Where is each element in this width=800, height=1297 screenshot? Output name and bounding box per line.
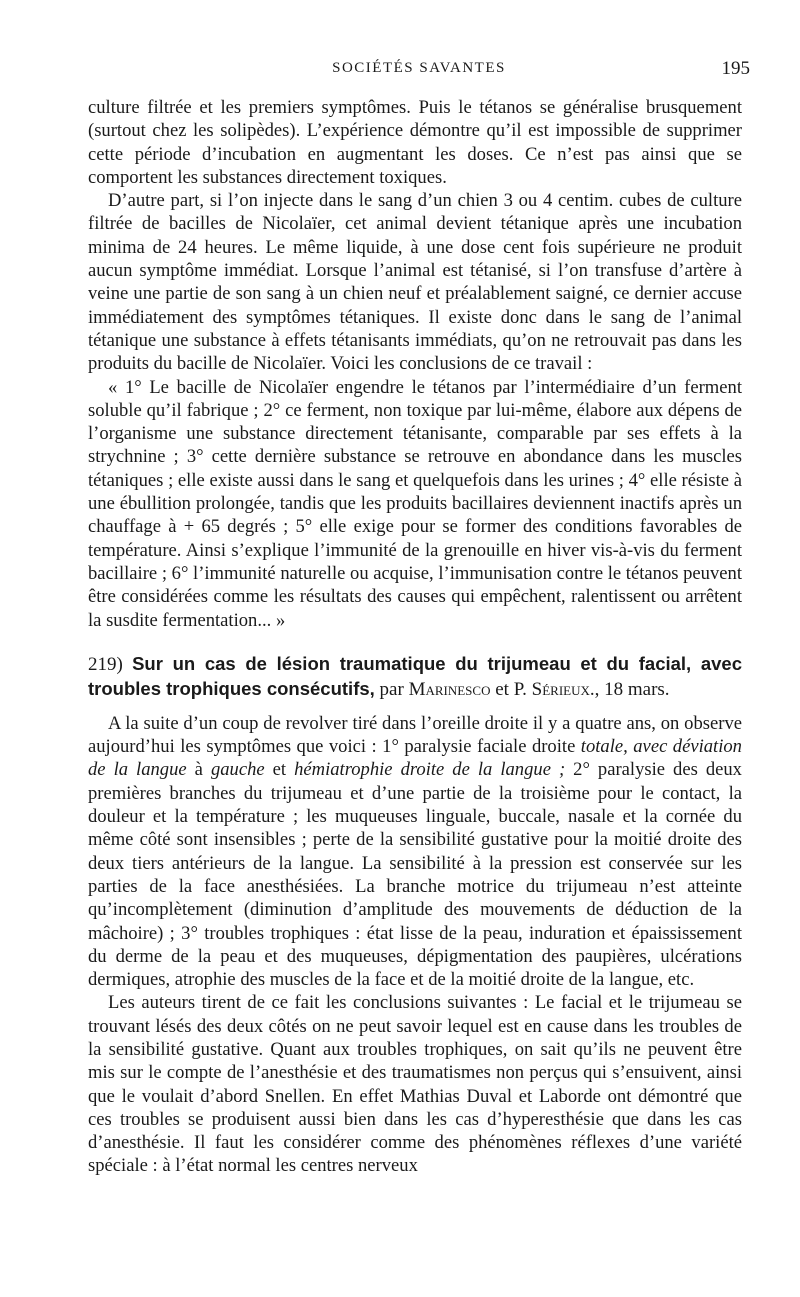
author-2: P. Sérieux., [513, 678, 600, 700]
paragraph-conclusions: Les auteurs tirent de ce fait les conclusions suivantes : Le facial et le trijumeau se trouvant lésés des deux côtés on ne peut savoir lequel est en cause dans les troubles de la sensibilité gustative. Quant aux troubles trophiques, on sait qu’ils ne peuvent être mis sur le compte de l’anesthésie et des traumatismes non perçus qui s’ensuivent, ainsi que le voulait d’abord Snellen. En effet Mathias Duval et Laborde ont démontré que ces troubles se produisent aussi bien dans les cas d’hyperesthésie que dans les cas d’anesthésie. Il faut les considérer comme des phénomènes réflexes d’une variété spéciale : à l’état normal les centres nerveux [88, 992, 742, 1177]
body-text [88, 96, 742, 1178]
section-and: et [495, 678, 509, 700]
page-number: 195 [721, 58, 750, 79]
italic-phrase: totale, avec déviation de la langue [88, 736, 742, 781]
italic-phrase: gauche [210, 759, 265, 781]
running-head: SOCIÉTÉS SAVANTES [332, 60, 506, 76]
section-by: par [379, 678, 404, 700]
paragraph: D’autre part, si l’on injecte dans le sang d’un chien 3 ou 4 centim. cubes de culture filtrée de bacilles de Nicolaïer, cet animal devient tétanique après une incubation minima de 24 heures. Le même liquide, à une dose cent fois supérieure ne produit aucun symptôme immédiat. Lorsque l’animal est tétanisé, si l’on transfuse d’artère à veine une partie de son sang à un chien neuf et préalablement saigné, ce dernier accuse immédiatement des symptômes tétaniques. Il existe donc dans le sang de l’animal tétanique une substance à effets tétanisants immédiats, qu’on ne retrouvait pas dans les produits du bacille de Nicolaïer. Voici les conclusions de ce travail : [88, 190, 742, 375]
italic-phrase: hémiatrophie droite de la langue ; [294, 759, 566, 781]
paragraph-case: A la suite d’un coup de revolver tiré dans l’oreille droite il y a quatre ans, on observe aujourd’hui les symptômes que voici : 1° paralysie faciale droite totale, avec déviation de la langue à gauche et hémiatrophie droite de la langue ; 2° paralysie des deux premières branches du trijumeau et d’une partie de la troisième pour le contact, la douleur et la température ; les muqueuses linguale, buccale, nasale et la cornée du même côté sont insensibles ; perte de la sensibilité gustative pour la moitié droite des deux tiers antérieurs de la langue. La sensibilité à la pression est conservée sur les parties de la face anesthésiées. La branche motrice du trijumeau n’est atteinte qu’incomplètement (diminution d’amplitude des mouvements de déduction de la mâchoire) ; 3° troubles trophiques : état lisse de la peau, induration et épaississement du derme de la peau et des muqueuses, dépigmentation des paupières, ulcérations dermiques, atrophie des muscles de la face et de la moitié droite de la langue, etc. [88, 712, 742, 991]
section-date: 18 mars. [604, 678, 670, 700]
section-title: Sur un cas de lésion traumatique du trijumeau et du facial, avec troubles trophiques consécutifs, [88, 652, 743, 699]
author-1: Marinesco [408, 678, 491, 700]
quoted-conclusions: « 1° Le bacille de Nicolaïer engendre le tétanos par l’intermédiaire d’un ferment soluble qu’il fabrique ; 2° ce ferment, non toxique par lui-même, élabore aux dépens de l’organisme une substance directement tétanisante, comparable par ses effets à la strychnine ; 3° cette dernière substance se retrouve en abondance dans les muscles tétaniques ; elle existe aussi dans le sang et quelquefois dans les urines ; 4° elle résiste à une ébullition prolongée, tandis que les produits bacillaires deviennent inactifs après un chauffage à + 65 degrés ; 5° elle exige pour se former des conditions favorables de température. Ainsi s’explique l’immunité de la grenouille en hiver vis-à-vis du ferment bacillaire ; 6° l’immunité naturelle ou acquise, l’immunisation contre le tétanos peuvent être considérées comme les résultats des causes qui empêchent, ralentissent ou arrêtent la susdite fermentation... » [88, 376, 742, 631]
page-header [88, 58, 750, 88]
paragraph-continued: culture filtrée et les premiers symptômes. Puis le tétanos se généralise brusquement (surtout chez les solipèdes). L’expérience démontre qu’il est impossible de supprimer cette période d’incubation en augmentant les doses. Ce n’est pas ainsi que se comportent les substances directement toxiques. [88, 97, 742, 188]
section-heading [88, 652, 742, 702]
section-number: 219) [88, 653, 123, 675]
